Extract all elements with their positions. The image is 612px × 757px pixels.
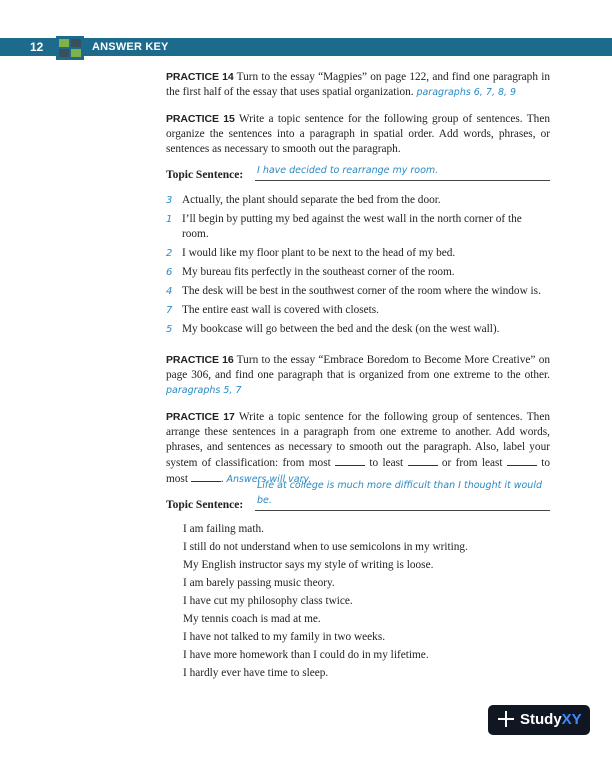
practice-17 xyxy=(166,410,550,487)
studyxy-badge[interactable] xyxy=(488,705,590,735)
practice-15-text: Write a topic sentence for the following group of sentences. Then organize the sentences into a paragraph in spatial order. Add words, phrases, or sentences as necessary to smooth out the paragraph. xyxy=(166,113,550,155)
list-item: My tennis coach is mad at me. xyxy=(183,613,321,625)
practice-15-label: PRACTICE 15 xyxy=(166,113,235,125)
blank-line xyxy=(191,471,221,482)
item-text: The entire east wall is covered with closets. xyxy=(182,304,380,316)
list-item: I still do not understand when to use semicolons in my writing. xyxy=(183,541,468,553)
practice-17-text-e: . xyxy=(220,473,227,485)
item-text: I would like my floor plant to be next to the head of my bed. xyxy=(182,247,456,259)
item-text: My bookcase will go between the bed and the desk (on the west wall). xyxy=(182,323,500,335)
practice-15-topic xyxy=(166,165,550,183)
list-item: I hardly ever have time to sleep. xyxy=(183,667,329,679)
item-number: 1 xyxy=(166,214,173,225)
page-content xyxy=(166,70,550,684)
practice-17-text-c: or from least xyxy=(437,457,507,469)
topic-sentence-answer: Life at college is much more difficult than I thought it would be. xyxy=(257,480,542,506)
list-item xyxy=(166,265,550,280)
item-number: 4 xyxy=(166,286,173,297)
list-item: I am failing math. xyxy=(183,523,264,535)
practice-16-answer: paragraphs 5, 7 xyxy=(166,385,242,396)
book-logo-icon xyxy=(56,36,84,60)
item-text: The desk will be best in the southwest corner of the room where the window is. xyxy=(182,285,541,297)
plus-icon xyxy=(498,710,514,728)
list-item xyxy=(166,193,550,208)
practice-14 xyxy=(166,70,550,100)
topic-sentence-label: Topic Sentence: xyxy=(166,499,244,511)
item-text: Actually, the plant should separate the bed from the door. xyxy=(182,194,441,206)
list-item: I have more homework than I could do in my lifetime. xyxy=(183,649,429,661)
practice-14-answer: paragraphs 6, 7, 8, 9 xyxy=(416,87,517,98)
practice-14-label: PRACTICE 14 xyxy=(166,71,234,83)
page-number: 12 xyxy=(30,40,44,54)
item-text: My bureau fits perfectly in the southeast corner of the room. xyxy=(182,266,455,278)
list-item xyxy=(166,322,550,337)
list-item: My English instructor says my style of writing is loose. xyxy=(183,559,434,571)
list-item xyxy=(166,303,550,318)
practice-16-text: Turn to the essay “Embrace Boredom to Become More Creative” on page 306, and find one paragraph that is organized from one extreme to the other. xyxy=(166,354,550,381)
blank-line xyxy=(507,455,537,466)
practice-17-text-a: Write a topic sentence for the following group of sentences. Then arrange these sentences in a paragraph from one extreme to another. Add words, phrases, and sentences as necessary to smooth out the paragraph. Also, label your system of classification: from most xyxy=(166,411,550,469)
list-item xyxy=(166,212,550,242)
practice-17-label: PRACTICE 17 xyxy=(166,411,235,423)
item-number: 3 xyxy=(166,195,173,206)
topic-underline xyxy=(255,510,550,511)
practice-17-text-d: to most xyxy=(166,457,550,485)
item-number: 7 xyxy=(166,305,173,316)
practice-16 xyxy=(166,353,550,398)
practice-17-sentences xyxy=(166,522,550,681)
list-item: I am barely passing music theory. xyxy=(183,577,335,589)
topic-sentence-label: Topic Sentence: xyxy=(166,169,244,181)
list-item: I have cut my philosophy class twice. xyxy=(183,595,353,607)
list-item xyxy=(166,246,550,261)
practice-16-label: PRACTICE 16 xyxy=(166,354,234,366)
item-number: 5 xyxy=(166,324,173,335)
practice-17-answer: Answers will vary. xyxy=(226,474,312,485)
practice-15 xyxy=(166,112,550,157)
item-text: I’ll begin by putting my bed against the west wall in the north corner of the room. xyxy=(182,213,522,240)
list-item: I have not talked to my family in two weeks. xyxy=(183,631,386,643)
topic-underline xyxy=(255,180,550,181)
practice-15-items xyxy=(166,193,550,337)
practice-17-text-b: to least xyxy=(365,457,408,469)
studyxy-wordmark: StudyXY xyxy=(520,711,582,728)
practice-14-text: Turn to the essay “Magpies” on page 122, and find one paragraph in the first half of the essay that uses spatial organization. xyxy=(166,71,550,98)
blank-line xyxy=(408,455,438,466)
list-item xyxy=(166,284,550,299)
header-title: ANSWER KEY xyxy=(92,41,169,53)
topic-sentence-answer: I have decided to rearrange my room. xyxy=(257,165,439,176)
blank-line xyxy=(335,455,365,466)
item-number: 2 xyxy=(166,248,173,259)
item-number: 6 xyxy=(166,267,173,278)
practice-17-topic xyxy=(166,480,550,513)
